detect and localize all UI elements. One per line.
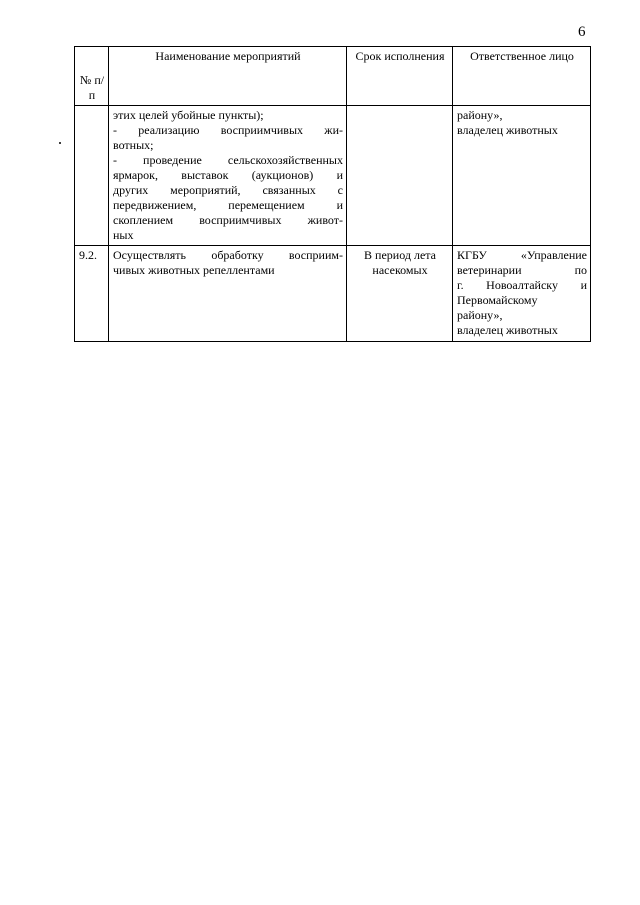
name-line: этих целей убойные пункты); bbox=[113, 108, 264, 122]
responsible-line: владелец животных bbox=[457, 323, 558, 337]
measures-table bbox=[74, 46, 591, 342]
responsible-line: Первомайскому bbox=[457, 293, 538, 307]
table-row bbox=[75, 246, 591, 342]
row-name-cell bbox=[109, 246, 347, 342]
header-responsible: Ответственное лицо bbox=[453, 47, 591, 106]
term-line: В период лета bbox=[364, 248, 436, 262]
name-line: других мероприятий, связанных с bbox=[113, 183, 343, 197]
name-line: скоплением восприимчивых живот- bbox=[113, 213, 343, 227]
name-line: чивых животных репеллентами bbox=[113, 263, 275, 277]
table-row bbox=[75, 106, 591, 246]
row-number-cell bbox=[75, 106, 109, 246]
responsible-line: району», bbox=[457, 308, 503, 322]
responsible-line: району», bbox=[457, 108, 503, 122]
row-term-cell bbox=[347, 246, 453, 342]
header-term: Срок исполнения bbox=[347, 47, 453, 106]
header-name: Наименование мероприятий bbox=[109, 47, 347, 106]
name-line: ярмарок, выставок (аукционов) и bbox=[113, 168, 343, 182]
name-line: ных bbox=[113, 228, 134, 242]
name-line: - реализацию восприимчивых жи- bbox=[113, 123, 343, 137]
name-line: - проведение сельскохозяйственных bbox=[113, 153, 343, 167]
row-responsible-cell bbox=[453, 246, 591, 342]
responsible-line: г. Новоалтайску и bbox=[457, 278, 587, 292]
margin-mark bbox=[59, 142, 61, 144]
page-number: 6 bbox=[578, 24, 586, 40]
responsible-line: ветеринарии по bbox=[457, 263, 587, 277]
row-term-cell bbox=[347, 106, 453, 246]
header-number: № п/п bbox=[75, 47, 109, 106]
name-line: вотных; bbox=[113, 138, 154, 152]
table-header-row bbox=[75, 47, 591, 106]
responsible-line: владелец животных bbox=[457, 123, 558, 137]
row-name-cell bbox=[109, 106, 347, 246]
name-line: передвижением, перемещением и bbox=[113, 198, 343, 212]
name-line: Осуществлять обработку восприим- bbox=[113, 248, 343, 262]
term-line: насекомых bbox=[372, 263, 428, 277]
row-number-cell: 9.2. bbox=[75, 246, 109, 342]
row-responsible-cell bbox=[453, 106, 591, 246]
responsible-line: КГБУ «Управление bbox=[457, 248, 587, 262]
